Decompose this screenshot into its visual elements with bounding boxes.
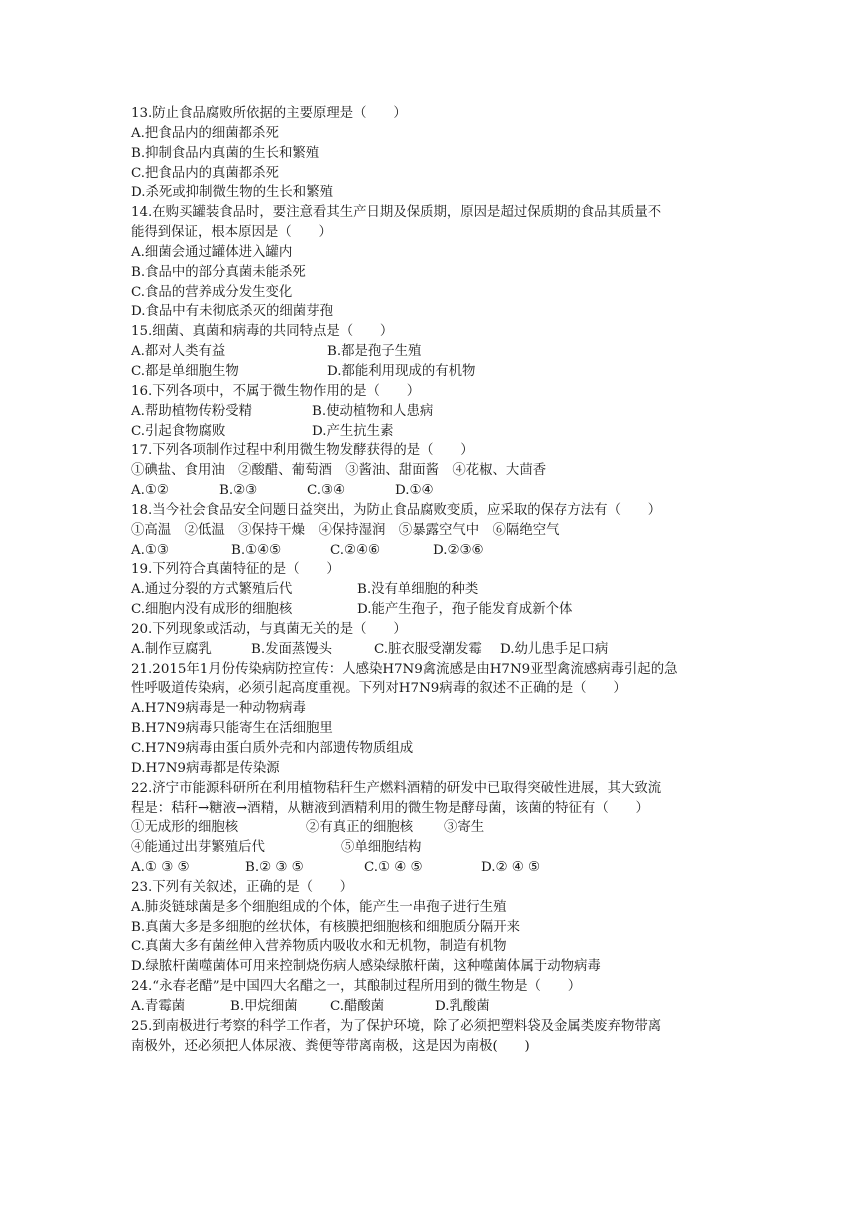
- question-15-stem: 15.细菌、真菌和病毒的共同特点是（ ）: [131, 324, 394, 340]
- question-22-option-d: D.② ④ ⑤: [481, 860, 541, 876]
- question-22-option-c: C.① ④ ⑤: [364, 860, 423, 876]
- question-21-stem-line1: 21.2015年1月份传染病防控宣传：人感染H7N9禽流感是由H7N9亚型禽流感病毒引起的急: [131, 661, 678, 677]
- question-22-item-3: ③寄生: [444, 820, 485, 836]
- question-14-stem-line2: 能得到保证，根本原因是（ ）: [131, 225, 332, 241]
- question-22-item-1: ①无成形的细胞核: [131, 820, 239, 836]
- question-15-option-a: A.都对人类有益: [131, 344, 226, 360]
- question-22-stem-line1: 22.济宁市能源科研所在利用植物秸秆生产燃料酒精的研发中已取得突破性进展，其大致流: [131, 780, 662, 796]
- question-16-stem: 16.下列各项中，不属于微生物作用的是（ ）: [131, 383, 421, 399]
- question-22-options: [131, 858, 731, 878]
- question-14-option-d: D.食品中有未彻底杀灭的细菌芽孢: [131, 304, 333, 320]
- question-20-option-a: A.制作豆腐乳: [131, 641, 212, 657]
- question-22-item-4: ④能通过出芽繁殖后代: [131, 840, 265, 856]
- question-13-option-a: A.把食品内的细菌都杀死: [131, 125, 279, 141]
- question-24-options: [131, 997, 731, 1017]
- question-15-options-row2: [131, 362, 731, 382]
- question-17-items: ①碘盐、食用油 ②酸醋、葡萄酒 ③酱油、甜面酱 ④花椒、大茴香: [131, 463, 547, 479]
- question-14-option-b: B.食品中的部分真菌未能杀死: [131, 264, 306, 280]
- question-16-option-d: D.产生抗生素: [312, 423, 394, 439]
- question-15-option-c: C.都是单细胞生物: [131, 363, 239, 379]
- question-22-stem-line2: 程是：秸秆→糖液→酒精，从糖液到酒精利用的微生物是酵母菌，该菌的特征有（ ）: [131, 800, 649, 816]
- question-24-option-b: B.甲烷细菌: [230, 998, 298, 1014]
- question-23-option-c: C.真菌大多有菌丝伸入营养物质内吸收水和无机物，制造有机物: [131, 939, 507, 955]
- question-22-item-2: ②有真正的细胞核: [306, 820, 414, 836]
- question-24-option-c: C.醋酸菌: [330, 998, 385, 1014]
- question-23-option-a: A.肺炎链球菌是多个细胞组成的个体，能产生一串孢子进行生殖: [131, 899, 507, 915]
- question-23-stem: 23.下列有关叙述，正确的是（ ）: [131, 879, 354, 895]
- question-17-options: [131, 481, 731, 501]
- question-19-options-row2: [131, 600, 731, 620]
- question-17-option-b: B.②③: [219, 483, 258, 499]
- question-16-option-c: C.引起食物腐败: [131, 423, 226, 439]
- question-13-option-d: D.杀死或抑制微生物的生长和繁殖: [131, 185, 333, 201]
- question-17-stem: 17.下列各项制作过程中利用微生物发酵获得的是（ ）: [131, 443, 474, 459]
- question-25-stem-line2: 南极外，还必须把人体尿液、粪便等带离南极，这是因为南极( ): [131, 1038, 530, 1054]
- question-22-option-a: A.① ③ ⑤: [131, 860, 190, 876]
- question-20-options: [131, 640, 731, 660]
- question-17-option-c: C.③④: [307, 483, 346, 499]
- question-22-option-b: B.② ③ ⑤: [245, 860, 304, 876]
- question-14-option-a: A.细菌会通过罐体进入罐内: [131, 244, 293, 260]
- question-24-option-d: D.乳酸菌: [435, 998, 490, 1014]
- question-19-options-row1: [131, 580, 731, 600]
- question-22-items-row1: [131, 818, 731, 838]
- question-20-option-c: C.脏衣服受潮发霉: [374, 641, 482, 657]
- question-14-stem-line1: 14.在购买罐装食品时，要注意看其生产日期及保质期，原因是超过保质期的食品其质量不: [131, 205, 662, 221]
- question-18-stem: 18.当今社会食品安全问题日益突出，为防止食品腐败变质，应采取的保存方法有（ ）: [131, 502, 662, 518]
- question-15-option-b: B.都是孢子生殖: [327, 344, 422, 360]
- question-24-option-a: A.青霉菌: [131, 998, 186, 1014]
- question-18-option-b: B.①④⑤: [231, 542, 282, 558]
- question-16-options-row2: [131, 422, 731, 442]
- question-14-option-c: C.食品的营养成分发生变化: [131, 284, 293, 300]
- question-21-option-b: B.H7N9病毒只能寄生在活细胞里: [131, 721, 333, 737]
- question-25-stem-line1: 25.到南极进行考察的科学工作者，为了保护环境，除了必须把塑料袋及金属类废弃物带离: [131, 1018, 662, 1034]
- question-13-option-c: C.把食品内的真菌都杀死: [131, 165, 279, 181]
- question-16-option-a: A.帮助植物传粉受精: [131, 403, 253, 419]
- question-18-option-d: D.②③⑥: [433, 542, 484, 558]
- question-23-option-b: B.真菌大多是多细胞的丝状体，有核膜把细胞核和细胞质分隔开来: [131, 919, 521, 935]
- question-24-stem: 24.“永春老醋”是中国四大名醋之一，其酿制过程所用到的微生物是（ ）: [131, 979, 582, 995]
- question-17-option-d: D.①④: [395, 483, 434, 499]
- question-18-items: ①高温 ②低温 ③保持干燥 ④保持湿润 ⑤暴露空气中 ⑥隔绝空气: [131, 522, 560, 538]
- question-21-option-c: C.H7N9病毒由蛋白质外壳和内部遗传物质组成: [131, 741, 414, 756]
- question-22-items-row2: [131, 838, 731, 858]
- question-15-option-d: D.都能利用现成的有机物: [327, 363, 476, 379]
- question-18-options: [131, 541, 731, 561]
- question-19-option-d: D.能产生孢子，孢子能发育成新个体: [357, 602, 573, 618]
- question-20-option-b: B.发面蒸馒头: [251, 641, 333, 657]
- question-20-option-d: D.幼儿患手足口病: [500, 641, 609, 657]
- question-19-option-b: B.没有单细胞的种类: [357, 582, 479, 598]
- question-18-option-a: A.①③: [131, 542, 169, 558]
- question-19-option-a: A.通过分裂的方式繁殖后代: [131, 582, 293, 598]
- question-23-option-d: D.绿脓杆菌噬菌体可用来控制烧伤病人感染绿脓杆菌，这种噬菌体属于动物病毒: [131, 959, 601, 975]
- question-18-option-c: C.②④⑥: [330, 542, 381, 558]
- question-22-item-5: ⑤单细胞结构: [341, 840, 422, 856]
- question-15-options-row1: [131, 342, 731, 362]
- question-19-option-c: C.细胞内没有成形的细胞核: [131, 602, 293, 618]
- question-13-stem: 13.防止食品腐败所依据的主要原理是（ ）: [131, 106, 407, 121]
- question-21-stem-line2: 性呼吸道传染病，必须引起高度重视。下列对H7N9病毒的叙述不正确的是（ ）: [131, 681, 627, 697]
- question-19-stem: 19.下列符合真菌特征的是（ ）: [131, 562, 340, 578]
- question-20-stem: 20.下列现象或活动，与真菌无关的是（ ）: [131, 621, 407, 637]
- question-16-option-b: B.使动植物和人患病: [312, 403, 434, 419]
- question-17-option-a: A.①②: [131, 483, 169, 499]
- question-13-option-b: B.抑制食品内真菌的生长和繁殖: [131, 145, 320, 161]
- question-16-options-row1: [131, 402, 731, 422]
- question-21-option-a: A.H7N9病毒是一种动物病毒: [131, 701, 306, 717]
- question-21-option-d: D.H7N9病毒都是传染源: [131, 760, 280, 776]
- exam-page: [131, 104, 731, 1057]
